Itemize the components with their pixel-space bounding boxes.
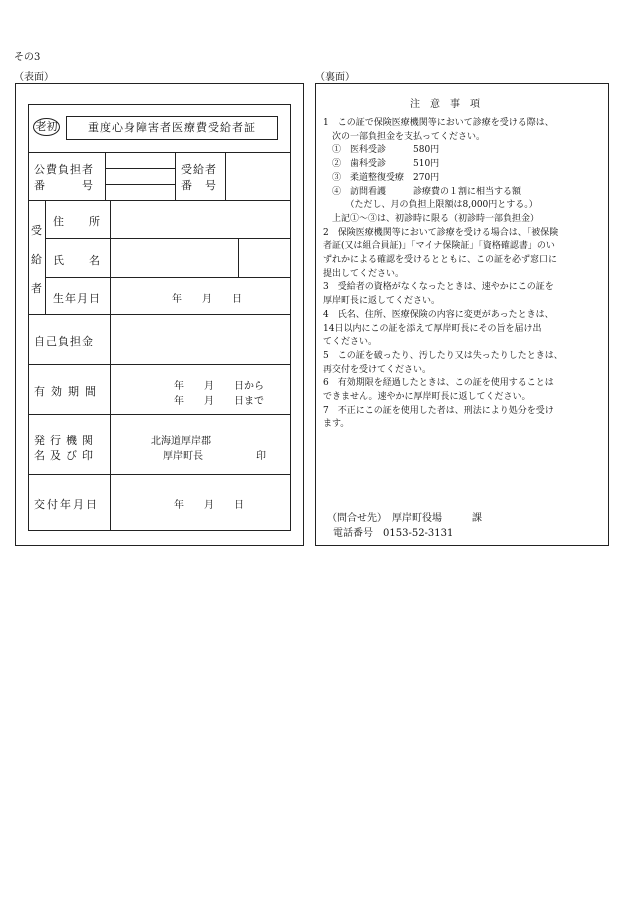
- divider: [225, 152, 226, 200]
- note-line: ずれかによる確認を受けるとともに、この証を必ず窓口に: [323, 255, 558, 266]
- issuer-label: 名及び印: [34, 449, 98, 462]
- note-line: （ただし、月の負担上限額は8,000円とする。）: [323, 200, 538, 211]
- issuer-value: 厚岸町長: [163, 451, 203, 462]
- divider: [105, 184, 175, 185]
- note-line: ます。: [323, 419, 350, 430]
- divider: [28, 474, 291, 475]
- recipient-number-label: 番 号: [181, 179, 217, 192]
- note-line: 1 この証で保険医療機関等において診療を受ける際は、: [323, 118, 554, 128]
- note-line: 5 この証を破ったり、汚したり又は失ったりしたときは、: [323, 350, 563, 361]
- seal-label: 印: [256, 451, 266, 462]
- validity-label: 有効期間: [34, 385, 102, 398]
- note-line: できません。速やかに厚岸町長に返してください。: [323, 392, 531, 403]
- note-line: 上記①～③は、初診時に限る（初診時一部負担金）: [323, 213, 540, 224]
- card-title: 重度心身障害者医療費受給者証: [66, 116, 278, 140]
- issuer-label: 発行機関: [34, 434, 98, 447]
- divider: [175, 152, 176, 200]
- payer-number-label: 番 号: [34, 179, 94, 192]
- divider: [28, 414, 291, 415]
- validity-from: 年 月 日から: [174, 381, 264, 392]
- note-line: 3 受給者の資格がなくなったときは、速やかにこの証を: [323, 282, 554, 293]
- page-label: その3: [14, 52, 41, 63]
- contact-phone: 電話番号 0153-52-3131: [333, 528, 454, 539]
- divider: [45, 238, 291, 239]
- note-line: 6 有効期限を経過したときは、この証を使用することは: [323, 378, 554, 389]
- validity-to: 年 月 日まで: [174, 396, 264, 407]
- contact-line: （問合せ先） 厚岸町役場 課: [327, 513, 482, 524]
- back-side-label: （裏面）: [315, 72, 355, 83]
- note-line: ② 歯科受診 510円: [323, 159, 440, 170]
- issuer-value: 北海道厚岸郡: [151, 436, 211, 447]
- note-line: 提出してください。: [323, 268, 405, 279]
- issue-date-label: 交付年月日: [34, 498, 99, 511]
- divider: [28, 200, 291, 201]
- address-label: 住 所: [53, 215, 101, 228]
- payer-number-label: 公費負担者: [34, 163, 94, 176]
- note-line: ① 医科受診 580円: [323, 145, 440, 156]
- divider: [28, 152, 291, 153]
- note-line: 再交付を受けてください。: [323, 364, 432, 375]
- note-line: 2 保険医療機関等において診療を受ける場合は、「被保険: [323, 227, 559, 238]
- note-line: 7 不正にこの証を使用した者は、刑法により処分を受け: [323, 405, 554, 416]
- recipient-group-label: 受: [31, 224, 43, 237]
- divider: [45, 200, 46, 314]
- note-line: ③ 柔道整復受療 270円: [323, 172, 440, 183]
- front-side-label: （表面）: [14, 72, 54, 83]
- divider: [105, 168, 175, 169]
- divider: [28, 364, 291, 365]
- divider: [105, 152, 106, 200]
- recipient-number-label: 受給者: [181, 163, 217, 176]
- note-line: 厚岸町長に返してください。: [323, 296, 441, 307]
- note-line: ④ 訪問看護 診療費の１割に相当する額: [323, 186, 522, 197]
- notes-title: 注 意 事 項: [410, 99, 480, 110]
- birthdate-value: 年 月 日: [172, 294, 242, 305]
- note-line: 者証(又は組合員証)」「マイナ保険証」「資格確認書」のい: [323, 241, 555, 252]
- divider: [238, 238, 239, 277]
- recipient-group-label: 給: [31, 253, 43, 266]
- note-line: 14日以内にこの証を添えて厚岸町長にその旨を届け出: [323, 323, 542, 334]
- divider: [45, 277, 291, 278]
- note-line: 4 氏名、住所、医療保険の内容に変更があったときは、: [323, 309, 554, 320]
- note-line: 次の一部負担金を支払ってください。: [323, 131, 486, 142]
- note-line: てください。: [323, 337, 378, 348]
- divider: [110, 200, 111, 530]
- copay-label: 自己負担金: [34, 335, 94, 348]
- birthdate-label: 生年月日: [53, 292, 101, 305]
- badge: 老初: [33, 118, 60, 136]
- divider: [28, 314, 291, 315]
- issue-date-value: 年 月 日: [174, 500, 244, 511]
- name-label: 氏 名: [53, 254, 101, 267]
- notes-list: [323, 117, 603, 432]
- recipient-group-label: 者: [31, 282, 43, 295]
